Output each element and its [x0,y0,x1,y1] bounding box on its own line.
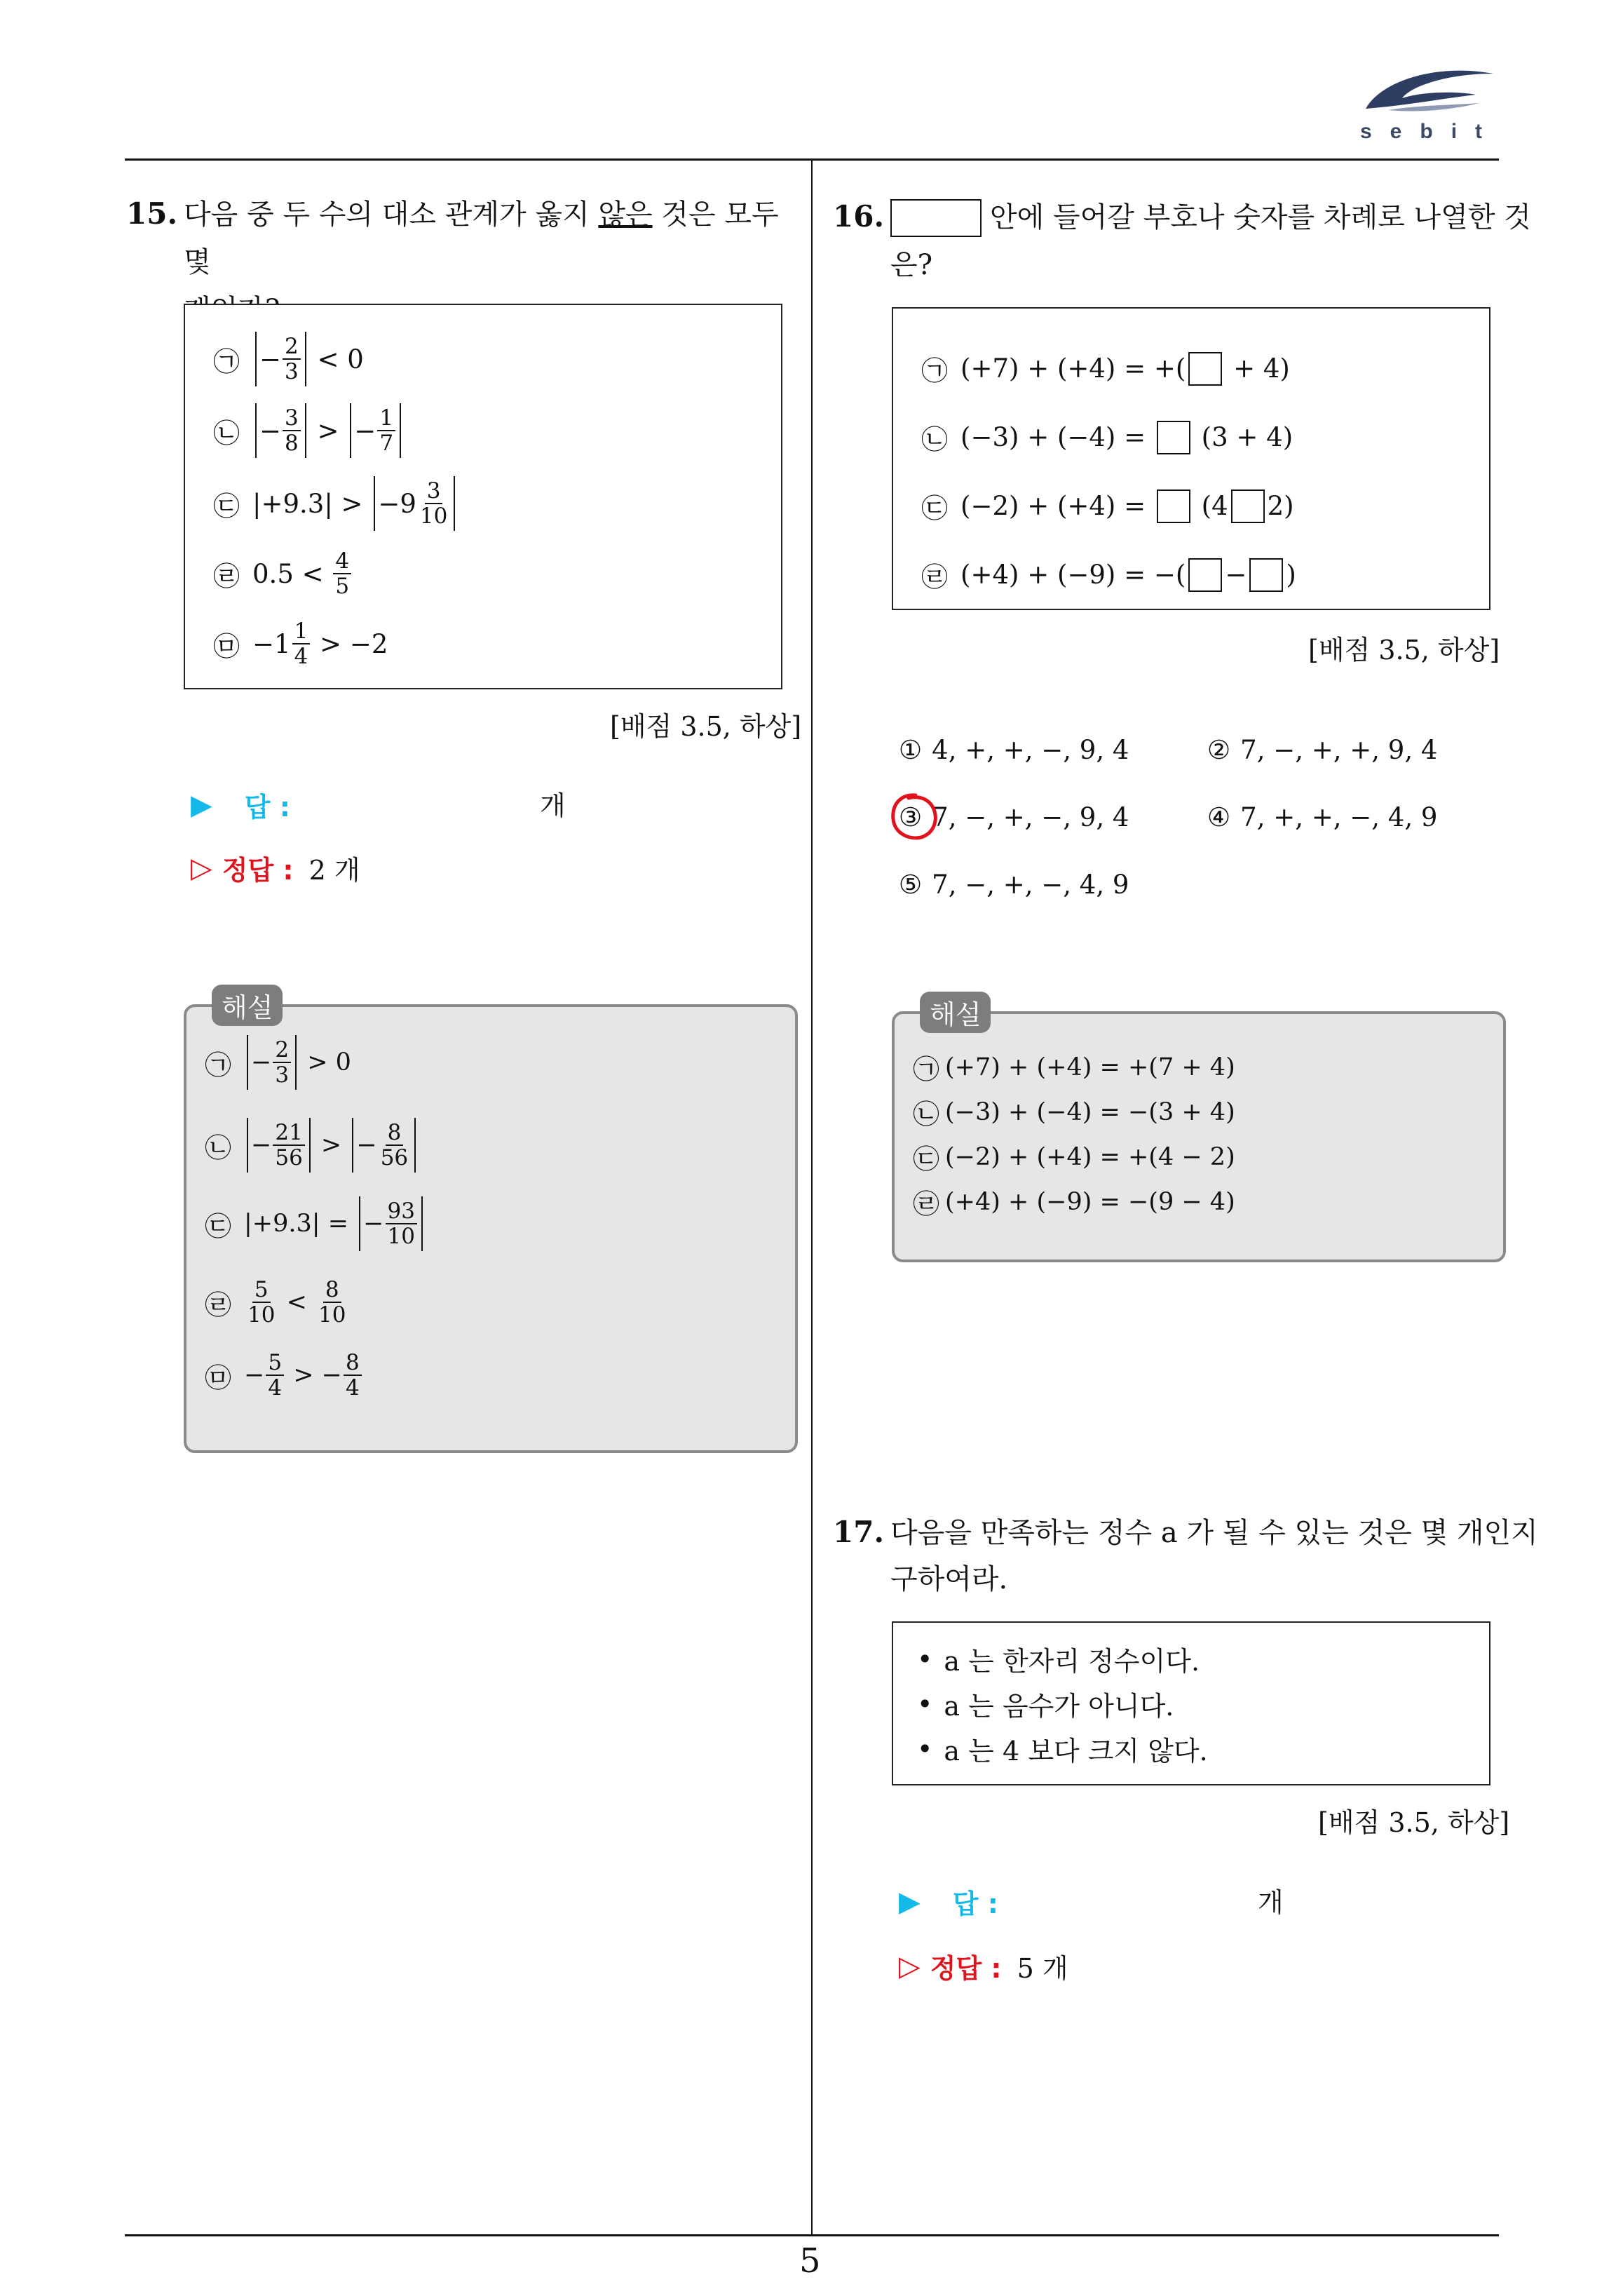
q16-choice-5[interactable] [899,870,1129,900]
q16-sol-3: ㉢ (−2) + (+4) = +(4 − 2) [913,1137,1235,1176]
q15-score: [배점 3.5, 하상] [610,711,802,742]
choice-number: ④ [1207,802,1231,832]
q16-item-3: ㉢ (−2) + (+4) = (4 2) [921,487,1294,525]
choice-number: ③ [899,802,923,832]
choice-number: ⑤ [899,870,923,900]
q15-stem-part2: 것은 모두 몇 [184,198,779,278]
q17-number: 17. [833,1515,885,1549]
item-mark: ㉣ [213,560,240,592]
choice-text: 7, +, +, −, 4, 9 [1240,802,1438,832]
q17-key-row [899,1947,1068,1985]
q17-answer-row [899,1882,998,1921]
q16-stem-line2: 은? [890,249,933,281]
q17-condition-1: • a 는 한자리 정수이다. [917,1640,1200,1678]
condition-text: a 는 한자리 정수이다. [944,1646,1200,1677]
q16-stem-line1: 안에 들어갈 부호나 숫자를 차례로 나열한 것 [990,201,1531,234]
q16-item-2: ㉡ (−3) + (−4) = (3 + 4) [921,418,1293,457]
choice-number: ① [899,735,923,765]
item-mark: ㉣ [205,1289,232,1321]
sebit-logo [1360,67,1500,151]
item-mark: ㉡ [205,1132,232,1163]
q16-choice-2[interactable] [1207,735,1437,765]
q15-sol-3: ㉢ |+9.3| = − $\frac{93}{10}$ [205,1196,426,1251]
q15-answer-row [191,785,290,824]
item-mark: ㉡ [913,1099,940,1130]
q15-answer-unit: 개 [540,790,566,821]
q17-answer-unit: 개 [1258,1887,1284,1918]
item-mark: ㉣ [913,1189,940,1220]
q17-score: [배점 3.5, 하상] [1318,1807,1510,1838]
q17-answer-label: 답 : [952,1889,998,1919]
q15-solution-box [184,1004,798,1453]
choice-number: ② [1207,735,1231,765]
q16-choice-1[interactable] [899,735,1129,765]
play-icon: ▶ [899,1885,921,1918]
item-mark: ㉣ [921,562,949,593]
q16-blank-box [890,199,982,237]
q16-score: [배점 3.5, 하상] [1308,635,1500,666]
logo-text: sebit [1360,120,1501,143]
q15-stem-underline: 않은 [598,198,653,231]
q15-sol-2: ㉡ − $\frac{21}{56}$ > − $\frac{8}{56}$ [205,1118,419,1173]
item-mark: ㉢ [913,1144,940,1175]
q17-condition-box [892,1621,1490,1785]
q16-item-1: ㉠ (+7) + (+4) = +( + 4) [921,349,1290,388]
choice-text: 7, −, +, −, 9, 4 [932,802,1129,832]
condition-text: a 는 4 보다 크지 않다. [944,1736,1208,1767]
q16-sol-2: ㉡ (−3) + (−4) = −(3 + 4) [913,1093,1235,1131]
item-mark: ㉡ [213,417,240,449]
q15-answer-field[interactable] [540,784,566,823]
item-mark: ㉢ [213,490,240,522]
q15-answer-label: 답 : [244,792,290,823]
q16-sol-1: ㉠ (+7) + (+4) = +(7 + 4) [913,1048,1235,1086]
choice-text: 7, −, +, +, 9, 4 [1240,735,1438,765]
q17-stem-line1: 다음을 만족하는 정수 a 가 될 수 있는 것은 몇 개인지 [890,1517,1538,1549]
q15-key-row [191,849,360,887]
q16-solution-tag: 해설 [920,992,991,1033]
q15-key-label: 정답 : [222,855,294,886]
q15-item-3: ㉢ |+9.3| > −9 $\frac{3}{10}$ [213,476,458,531]
q15-statement-box [184,304,782,689]
item-mark: ㉤ [205,1362,232,1393]
triangle-outline-icon: ▷ [899,1950,921,1983]
q15-stem-part1: 다음 중 두 수의 대소 관계가 옳지 [184,198,599,231]
q16-item-4: ㉣ (+4) + (−9) = −( − ) [921,555,1296,594]
q17-stem-line2: 구하여라. [890,1563,1008,1595]
q15-sol-1: ㉠ − $\frac{2}{3}$ > 0 [205,1035,351,1090]
q17-key-label: 정답 : [930,1953,1002,1984]
q15-item-1: ㉠ − $\frac{2}{3}$ < 0 [213,332,364,386]
q16-statement-box [892,307,1490,610]
item-mark: ㉤ [213,630,240,662]
page-number: 5 [799,2241,821,2281]
q17-condition-3: • a 는 4 보다 크지 않다. [917,1729,1208,1768]
q15-number: 15. [126,196,178,231]
q15-item-5: ㉤ −1 $\frac{1}{4}$ > −2 [213,619,388,669]
triangle-outline-icon: ▷ [191,851,212,884]
footer-rule [125,2234,1499,2236]
q15-key-value: 2 개 [308,855,360,886]
item-mark: ㉢ [921,493,949,524]
item-mark: ㉠ [921,356,949,386]
condition-text: a 는 음수가 아니다. [944,1691,1174,1722]
item-mark: ㉠ [913,1054,940,1085]
item-mark: ㉡ [921,424,949,455]
q15-item-2: ㉡ − $\frac{3}{8}$ > − $\frac{1}{7}$ [213,403,404,458]
q16-solution-box [892,1011,1506,1262]
q15-item-4: ㉣ 0.5 < $\frac{4}{5}$ [213,549,353,598]
item-mark: ㉠ [205,1049,232,1081]
sebit-logo-icon [1360,67,1500,123]
q17-condition-2: • a 는 음수가 아니다. [917,1684,1174,1723]
selected-answer-circle-icon [888,791,941,844]
item-mark: ㉢ [205,1210,232,1242]
play-icon: ▶ [191,788,212,821]
q15-sol-4: ㉣ $\frac{5}{10}$ < $\frac{8}{10}$ [205,1277,346,1328]
q17-key-value: 5 개 [1017,1953,1068,1984]
item-mark: ㉠ [213,346,240,377]
q16-number: 16. [833,199,885,234]
q16-choice-4[interactable] [1207,802,1437,832]
q15-solution-tag: 해설 [212,985,283,1026]
column-divider [811,161,813,2236]
choice-text: 4, +, +, −, 9, 4 [932,735,1129,765]
q16-sol-4: ㉣ (+4) + (−9) = −(9 − 4) [913,1182,1235,1221]
q15-sol-5: ㉤ − $\frac{5}{4}$ > − $\frac{8}{4}$ [205,1351,363,1400]
choice-text: 7, −, +, −, 4, 9 [932,870,1129,900]
q17-answer-field[interactable] [1258,1881,1284,1919]
